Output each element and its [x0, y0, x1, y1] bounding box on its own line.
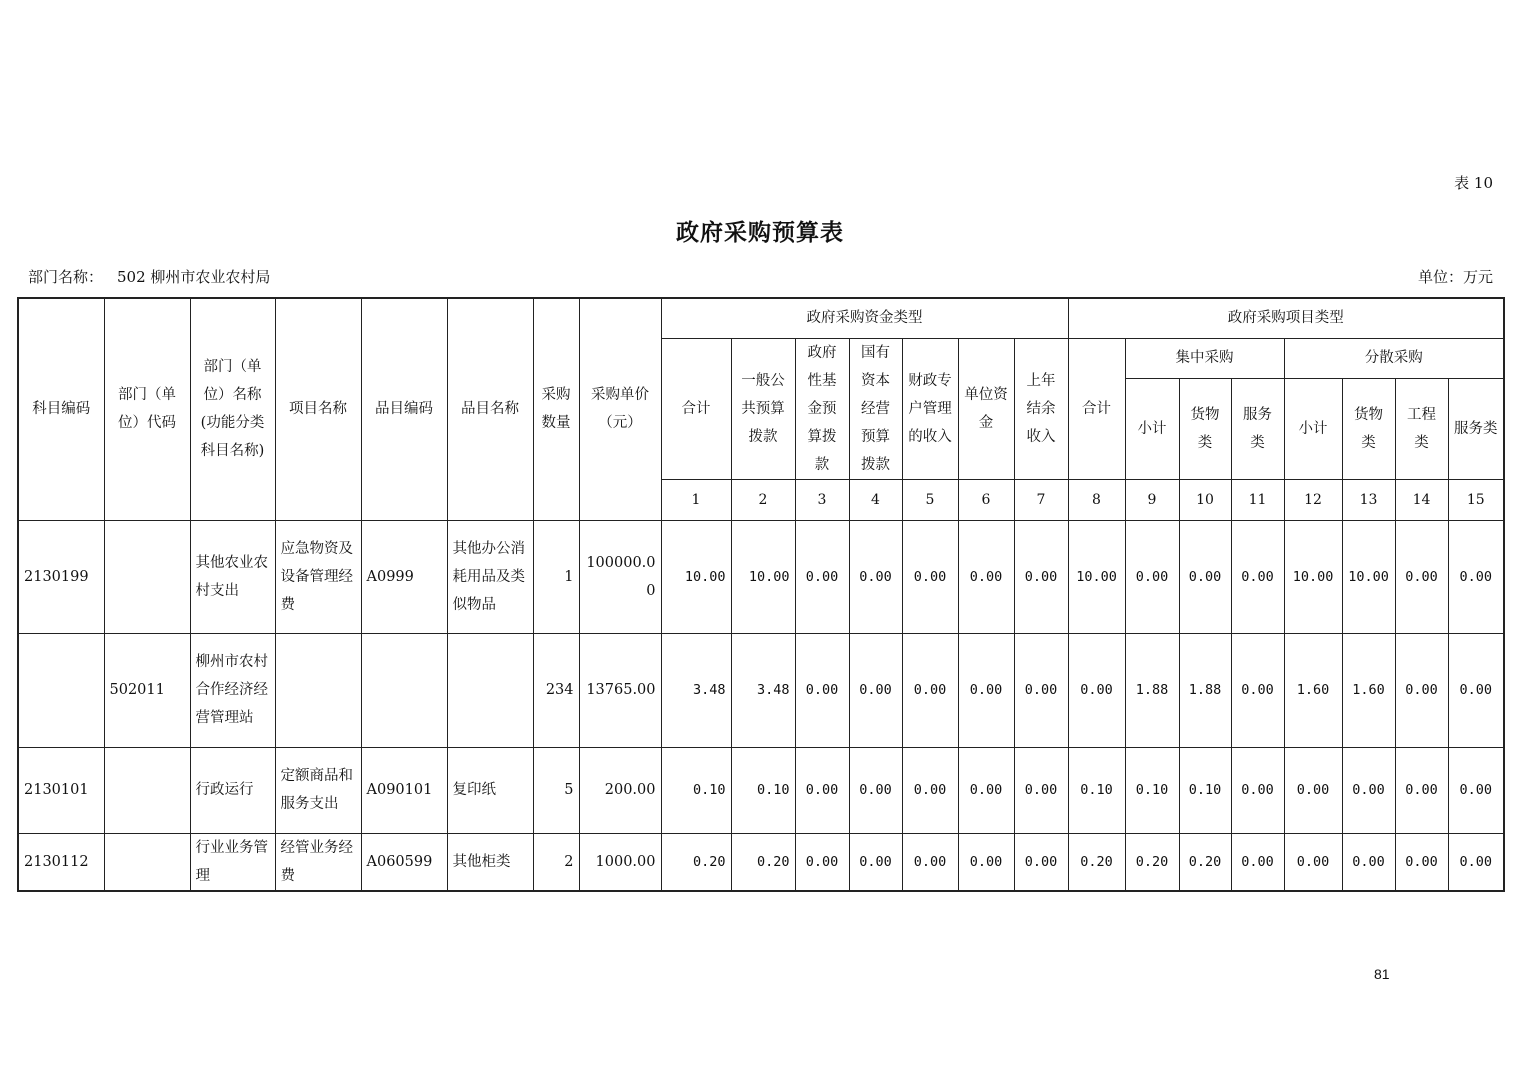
- header-dept-name: 部门（单位）名称(功能分类科目名称): [190, 298, 275, 520]
- header-subtotal: 小计: [1125, 378, 1179, 479]
- cell-value: 0.00: [1014, 633, 1068, 747]
- cell-project-name: 定额商品和服务支出: [275, 747, 361, 833]
- index-cell: 8: [1068, 479, 1125, 520]
- header-goods-2: 货物类: [1342, 378, 1395, 479]
- header-goods: 货物类: [1179, 378, 1231, 479]
- cell-value: 0.00: [1395, 833, 1448, 891]
- cell-project-name: 经管业务经费: [275, 833, 361, 891]
- header-services: 服务类: [1231, 378, 1284, 479]
- cell-value: 0.00: [958, 833, 1014, 891]
- header-project-type-group: 政府采购项目类型: [1068, 298, 1504, 338]
- cell-dept-name: 其他农业农村支出: [190, 520, 275, 633]
- header-general-public: 一般公共预算拨款: [731, 338, 795, 479]
- index-cell: 11: [1231, 479, 1284, 520]
- cell-value: 0.00: [1231, 747, 1284, 833]
- cell-project-name: [275, 633, 361, 747]
- cell-value: 0.00: [902, 833, 958, 891]
- cell-dept-name: 柳州市农村合作经济经营管理站: [190, 633, 275, 747]
- cell-value: 0.00: [1179, 520, 1231, 633]
- cell-value: 0.00: [1231, 833, 1284, 891]
- index-cell: 12: [1284, 479, 1342, 520]
- page-title: 政府采购预算表: [676, 219, 844, 246]
- cell-value: 10.00: [1342, 520, 1395, 633]
- index-cell: 14: [1395, 479, 1448, 520]
- cell-dept-code: 502011: [104, 633, 190, 747]
- header-prior-year: 上年结余收入: [1014, 338, 1068, 479]
- cell-dept-code: [104, 747, 190, 833]
- cell-quantity: 234: [533, 633, 579, 747]
- cell-value: 0.00: [849, 833, 902, 891]
- cell-value: 0.00: [1395, 747, 1448, 833]
- header-quantity: 采购数量: [533, 298, 579, 520]
- cell-subject-code: [18, 633, 104, 747]
- index-cell: 9: [1125, 479, 1179, 520]
- header-project-name: 项目名称: [275, 298, 361, 520]
- cell-value: 0.00: [849, 747, 902, 833]
- cell-quantity: 2: [533, 833, 579, 891]
- cell-unit-price: 200.00: [579, 747, 661, 833]
- header-engineering: 工程类: [1395, 378, 1448, 479]
- cell-item-code: A060599: [361, 833, 447, 891]
- header-gov-fund: 政府性基金预算拨款: [795, 338, 849, 479]
- cell-value: 0.00: [958, 633, 1014, 747]
- cell-value: 0.00: [1231, 633, 1284, 747]
- cell-value: 0.00: [795, 833, 849, 891]
- cell-value: 0.10: [661, 747, 731, 833]
- index-cell: 6: [958, 479, 1014, 520]
- index-cell: 3: [795, 479, 849, 520]
- cell-value: 0.00: [1342, 747, 1395, 833]
- cell-value: 10.00: [1068, 520, 1125, 633]
- cell-value: 0.00: [849, 520, 902, 633]
- header-unit-price: 采购单价（元）: [579, 298, 661, 520]
- cell-unit-price: 13765.00: [579, 633, 661, 747]
- cell-value: 1.88: [1125, 633, 1179, 747]
- cell-value: 0.20: [1179, 833, 1231, 891]
- cell-value: 0.10: [1068, 747, 1125, 833]
- cell-value: 3.48: [661, 633, 731, 747]
- cell-value: 0.20: [661, 833, 731, 891]
- cell-value: 1.60: [1342, 633, 1395, 747]
- procurement-budget-table: [17, 297, 1505, 892]
- cell-value: 0.00: [795, 747, 849, 833]
- cell-value: 0.00: [1284, 747, 1342, 833]
- header-fund-type-group: 政府采购资金类型: [661, 298, 1068, 338]
- cell-value: 0.00: [902, 747, 958, 833]
- cell-value: 0.00: [1342, 833, 1395, 891]
- header-item-name: 品目名称: [447, 298, 533, 520]
- cell-value: 0.00: [795, 633, 849, 747]
- cell-item-name: [447, 633, 533, 747]
- cell-value: 0.10: [1125, 747, 1179, 833]
- cell-value: 0.00: [1014, 747, 1068, 833]
- header-dept-code: 部门（单位）代码: [104, 298, 190, 520]
- header-fiscal-special: 财政专户管理的收入: [902, 338, 958, 479]
- cell-quantity: 5: [533, 747, 579, 833]
- cell-value: 1.88: [1179, 633, 1231, 747]
- table-number: 表 10: [1454, 174, 1493, 192]
- cell-value: 0.00: [1395, 633, 1448, 747]
- cell-value: 0.00: [795, 520, 849, 633]
- cell-quantity: 1: [533, 520, 579, 633]
- unit-label: 单位：万元: [1417, 268, 1493, 286]
- header-centralized: 集中采购: [1125, 338, 1284, 378]
- header-decentralized: 分散采购: [1284, 338, 1504, 378]
- header-subject-code: 科目编码: [18, 298, 104, 520]
- cell-value: 0.10: [731, 747, 795, 833]
- cell-dept-code: [104, 520, 190, 633]
- cell-item-code: A090101: [361, 747, 447, 833]
- cell-value: 0.00: [1448, 520, 1504, 633]
- cell-value: 10.00: [731, 520, 795, 633]
- cell-value: 0.00: [902, 520, 958, 633]
- cell-value: 0.00: [1448, 747, 1504, 833]
- cell-value: 0.00: [1395, 520, 1448, 633]
- table-row: [18, 747, 1504, 833]
- cell-subject-code: 2130199: [18, 520, 104, 633]
- cell-value: 0.00: [902, 633, 958, 747]
- table-row: [18, 833, 1504, 891]
- cell-value: 0.00: [958, 520, 1014, 633]
- index-cell: 4: [849, 479, 902, 520]
- cell-value: 0.20: [731, 833, 795, 891]
- header-unit-funds: 单位资金: [958, 338, 1014, 479]
- cell-item-code: [361, 633, 447, 747]
- cell-value: 0.20: [1125, 833, 1179, 891]
- cell-dept-name: 行业业务管理: [190, 833, 275, 891]
- cell-value: 0.00: [1125, 520, 1179, 633]
- cell-dept-code: [104, 833, 190, 891]
- cell-subject-code: 2130101: [18, 747, 104, 833]
- cell-item-code: A0999: [361, 520, 447, 633]
- cell-value: 0.20: [1068, 833, 1125, 891]
- cell-unit-price: 1000.00: [579, 833, 661, 891]
- cell-value: 0.00: [1448, 833, 1504, 891]
- header-total-2: 合计: [1068, 338, 1125, 479]
- cell-value: 0.00: [1014, 520, 1068, 633]
- cell-dept-name: 行政运行: [190, 747, 275, 833]
- header-total: 合计: [661, 338, 731, 479]
- cell-value: 10.00: [1284, 520, 1342, 633]
- cell-value: 0.00: [958, 747, 1014, 833]
- table-row: [18, 633, 1504, 747]
- cell-value: 3.48: [731, 633, 795, 747]
- cell-subject-code: 2130112: [18, 833, 104, 891]
- header-item-code: 品目编码: [361, 298, 447, 520]
- department-line: [28, 266, 284, 287]
- index-cell: 1: [661, 479, 731, 520]
- cell-value: 0.00: [1448, 633, 1504, 747]
- index-cell: 10: [1179, 479, 1231, 520]
- index-cell: 2: [731, 479, 795, 520]
- cell-value: 1.60: [1284, 633, 1342, 747]
- cell-value: 0.00: [849, 633, 902, 747]
- header-state-capital: 国有资本经营预算拨款: [849, 338, 902, 479]
- page-number: 81: [1374, 966, 1390, 982]
- cell-value: 10.00: [661, 520, 731, 633]
- cell-project-name: 应急物资及设备管理经费: [275, 520, 361, 633]
- cell-value: 0.00: [1068, 633, 1125, 747]
- header-subtotal-2: 小计: [1284, 378, 1342, 479]
- cell-value: 0.00: [1231, 520, 1284, 633]
- cell-unit-price: 100000.00: [579, 520, 661, 633]
- header-services-2: 服务类: [1448, 378, 1504, 479]
- department-value: 502 柳州市农业农村局: [117, 268, 271, 286]
- cell-item-name: 复印纸: [447, 747, 533, 833]
- department-label: 部门名称：: [28, 268, 104, 286]
- cell-item-name: 其他办公消耗用品及类似物品: [447, 520, 533, 633]
- cell-value: 0.10: [1179, 747, 1231, 833]
- index-cell: 7: [1014, 479, 1068, 520]
- index-cell: 13: [1342, 479, 1395, 520]
- index-cell: 15: [1448, 479, 1504, 520]
- cell-value: 0.00: [1014, 833, 1068, 891]
- table-row: [18, 520, 1504, 633]
- cell-item-name: 其他柜类: [447, 833, 533, 891]
- cell-value: 0.00: [1284, 833, 1342, 891]
- index-cell: 5: [902, 479, 958, 520]
